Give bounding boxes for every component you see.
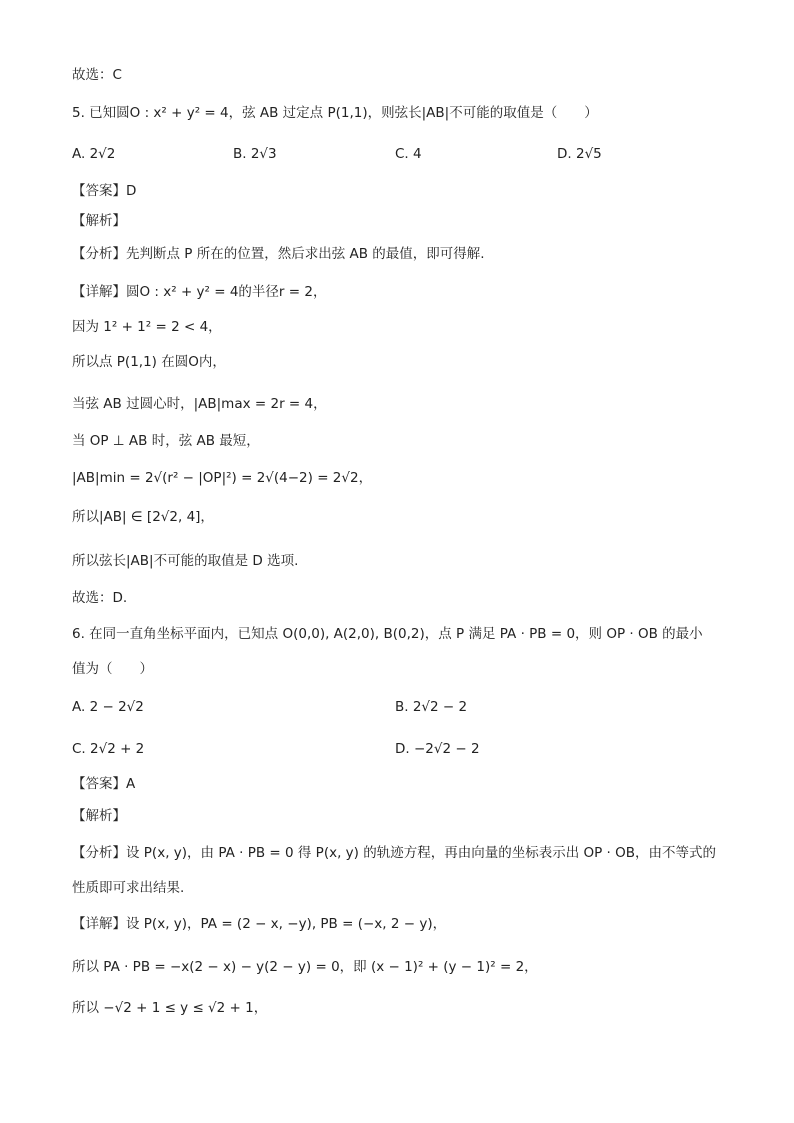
q5-detail-5: 当 OP ⊥ AB 时，弦 AB 最短， bbox=[72, 433, 260, 449]
q6-option-a: A. 2 − 2√2 bbox=[72, 699, 144, 715]
q5-detail-7: 所以|AB| ∈ [2√2, 4]， bbox=[72, 509, 214, 525]
q5-option-d: D. 2√5 bbox=[557, 146, 602, 162]
q5-analysis-heading: 【解析】 bbox=[72, 213, 126, 229]
q6-option-d: D. −2√2 − 2 bbox=[395, 741, 480, 757]
q6-detail-3: 所以 −√2 + 1 ≤ y ≤ √2 + 1， bbox=[72, 1000, 268, 1016]
q6-analysis-1: 【分析】设 P(x, y)，由 PA · PB = 0 得 P(x, y) 的轨迹方程，再由向量的坐标表示出 OP · OB，由不等式的 bbox=[72, 845, 717, 861]
q6-detail-2: 所以 PA · PB = −x(2 − x) − y(2 − y) = 0，即 (x − 1)² + (y − 1)² = 2， bbox=[72, 959, 538, 975]
question-5: 5. 已知圆O : x² + y² = 4，弦 AB 过定点 P(1,1)，则弦长|AB|不可能的取值是（ ） bbox=[72, 105, 598, 121]
q5-conclusion: 故选：D. bbox=[72, 590, 128, 606]
q6-analysis-heading: 【解析】 bbox=[72, 808, 126, 824]
q5-detail-8: 所以弦长|AB|不可能的取值是 D 选项. bbox=[72, 553, 299, 569]
q5-detail-1: 【详解】圆O : x² + y² = 4的半径r = 2， bbox=[72, 284, 327, 300]
q6-analysis-2: 性质即可求出结果. bbox=[72, 880, 185, 896]
q5-detail-6: |AB|min = 2√(r² − |OP|²) = 2√(4−2) = 2√2， bbox=[72, 470, 373, 486]
q5-answer: 【答案】D bbox=[72, 183, 137, 199]
question-6-line-2: 值为（ ） bbox=[72, 661, 153, 677]
q5-option-b: B. 2√3 bbox=[233, 146, 277, 162]
q5-detail-2: 因为 1² + 1² = 2 < 4， bbox=[72, 319, 222, 335]
q6-option-b: B. 2√2 − 2 bbox=[395, 699, 468, 715]
q5-analysis: 【分析】先判断点 P 所在的位置，然后求出弦 AB 的最值，即可得解. bbox=[72, 246, 485, 262]
q6-detail-1: 【详解】设 P(x, y)，PA = (2 − x, −y), PB = (−x, 2 − y)， bbox=[72, 916, 447, 932]
q5-option-a: A. 2√2 bbox=[72, 146, 116, 162]
q6-option-c: C. 2√2 + 2 bbox=[72, 741, 145, 757]
question-6-line-1: 6. 在同一直角坐标平面内，已知点 O(0,0), A(2,0), B(0,2)，点 P 满足 PA · PB = 0，则 OP · OB 的最小 bbox=[72, 626, 703, 642]
q5-detail-3: 所以点 P(1,1) 在圆O内， bbox=[72, 354, 226, 370]
q5-option-c: C. 4 bbox=[395, 146, 422, 162]
q5-detail-4: 当弦 AB 过圆心时，|AB|max = 2r = 4， bbox=[72, 396, 327, 412]
q6-answer: 【答案】A bbox=[72, 776, 136, 792]
line-answer-choice-c: 故选：C bbox=[72, 67, 122, 83]
